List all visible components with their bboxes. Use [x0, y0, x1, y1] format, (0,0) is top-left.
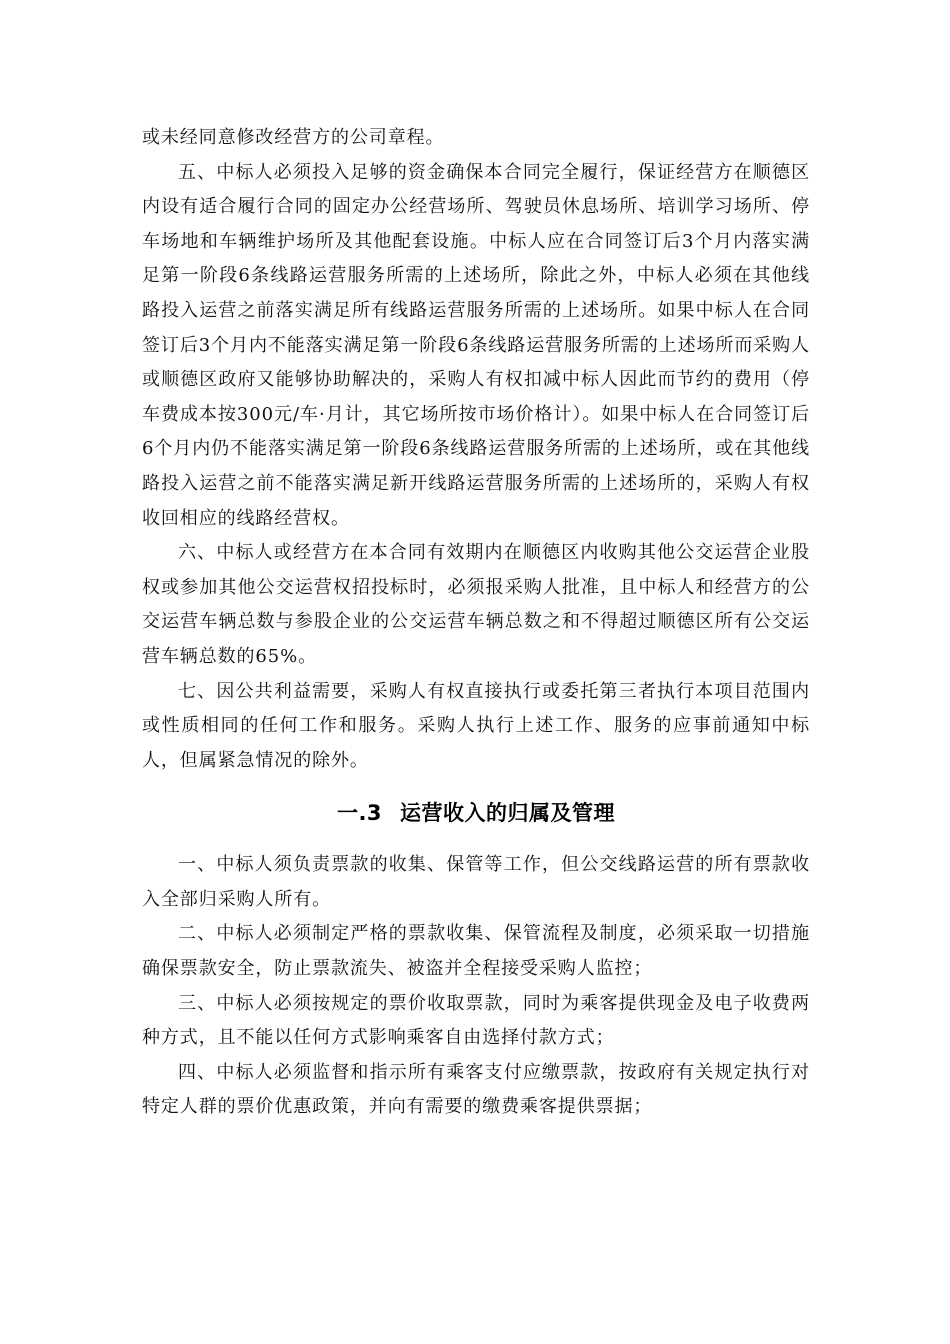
document-body — [142, 121, 810, 1125]
section-heading — [142, 778, 810, 848]
paragraph-clause-5: 五、中标人必须投入足够的资金确保本合同完全履行，保证经营方在顺德区内设有适合履行合同的固定办公经营场所、驾驶员休息场所、培训学习场所、停车场地和车辆维护场所及其他配套设施。中标人应在合同签订后3个月内落实满足第一阶段6条线路运营服务所需的上述场所，除此之外，中标人必须在其他线路投入运营之前落实满足所有线路运营服务所需的上述场所。如果中标人在合同签订后3个月内不能落实满足第一阶段6条线路运营服务所需的上述场所而采购人或顺德区政府又能够协助解决的，采购人有权扣减中标人因此而节约的费用（停车费成本按300元/车·月计，其它场所按市场价格计）。如果中标人在合同签订后6个月内仍不能落实满足第一阶段6条线路运营服务所需的上述场所，或在其他线路投入运营之前不能落实满足新开线路运营服务所需的上述场所的，采购人有权收回相应的线路经营权。 — [142, 161, 810, 529]
paragraph-clause-7: 七、因公共利益需要，采购人有权直接执行或委托第三者执行本项目范围内或性质相同的任何工作和服务。采购人执行上述工作、服务的应事前通知中标人，但属紧急情况的除外。 — [142, 680, 810, 771]
paragraph-revenue-1: 一、中标人须负责票款的收集、保管等工作，但公交线路运营的所有票款收入全部归采购人所有。 — [142, 854, 810, 910]
paragraph-revenue-3: 三、中标人必须按规定的票价收取票款，同时为乘客提供现金及电子收费两种方式，且不能以任何方式影响乘客自由选择付款方式； — [142, 992, 810, 1049]
paragraph-continuation: 或未经同意修改经营方的公司章程。 — [142, 127, 445, 148]
section-number: 一.3 — [336, 801, 383, 826]
paragraph-clause-6: 六、中标人或经营方在本合同有效期内在顺德区内收购其他公交运营企业股权或参加其他公交运营权招投标时，必须报采购人批准，且中标人和经营方的公交运营车辆总数与参股企业的公交运营车辆总数之和不得超过顺德区所有公交运营车辆总数的65%。 — [142, 542, 810, 667]
paragraph-revenue-4: 四、中标人必须监督和指示所有乘客支付应缴票款，按政府有关规定执行对特定人群的票价优惠政策，并向有需要的缴费乘客提供票据； — [142, 1061, 810, 1118]
section-title: 运营收入的归属及管理 — [400, 801, 616, 826]
paragraph-revenue-2: 二、中标人必须制定严格的票款收集、保管流程及制度，必须采取一切措施确保票款安全，防止票款流失、被盗并全程接受采购人监控； — [142, 923, 810, 980]
